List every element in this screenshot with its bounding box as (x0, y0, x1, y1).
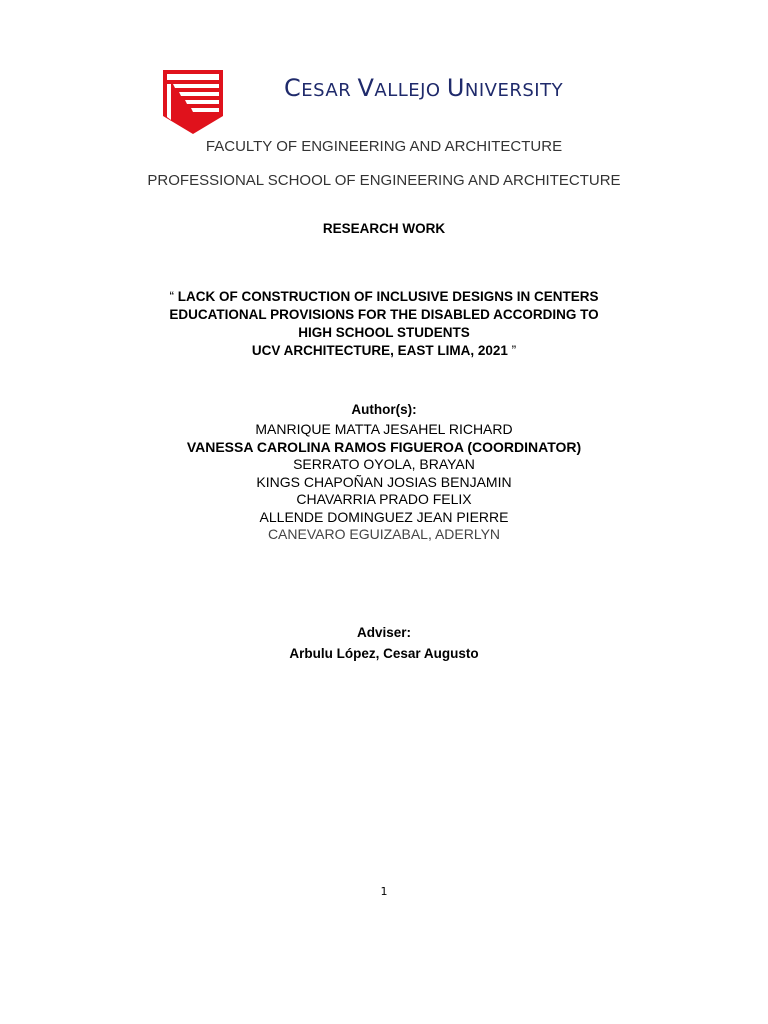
faculty-name: FACULTY OF ENGINEERING AND ARCHITECTURE (205, 138, 563, 155)
adviser-label: Adviser: (356, 625, 412, 640)
school-name: PROFESSIONAL SCHOOL OF ENGINEERING AND ARCHITECTURE (147, 172, 621, 189)
title-line-4: UCV ARCHITECTURE, EAST LIMA, 2021 ” (251, 343, 517, 358)
title-line-3: HIGH SCHOOL STUDENTS (298, 325, 470, 340)
author-item: ALLENDE DOMINGUEZ JEAN PIERRE (259, 508, 509, 525)
author-item: CHAVARRIA PRADO FELIX (296, 491, 472, 507)
authors-list (0, 421, 768, 544)
university-title: CESAR VALLEJO UNIVERSITY (284, 74, 564, 102)
adviser-name: Arbulu López, Cesar Augusto (289, 646, 479, 661)
author-item: KINGS CHAPOÑAN JOSIAS BENJAMIN (256, 473, 512, 490)
title-line-1: “ LACK OF CONSTRUCTION OF INCLUSIVE DESIGNS IN CENTERS (169, 289, 599, 304)
author-item-coordinator: VANESSA CAROLINA RAMOS FIGUEROA (COORDINATOR) (186, 438, 582, 455)
authors-label: Author(s): (351, 402, 417, 417)
document-type: RESEARCH WORK (322, 221, 446, 236)
author-item: CANEVARO EGUIZABAL, ADERLYN (267, 526, 501, 542)
author-item: MANRIQUE MATTA JESAHEL RICHARD (255, 421, 513, 437)
ucv-crest-logo (163, 70, 223, 134)
author-item: SERRATO OYOLA, BRAYAN (293, 456, 475, 472)
page-number: 1 (380, 885, 388, 898)
title-line-2: EDUCATIONAL PROVISIONS FOR THE DISABLED ACCORDING TO (169, 307, 599, 322)
research-title (0, 288, 768, 360)
